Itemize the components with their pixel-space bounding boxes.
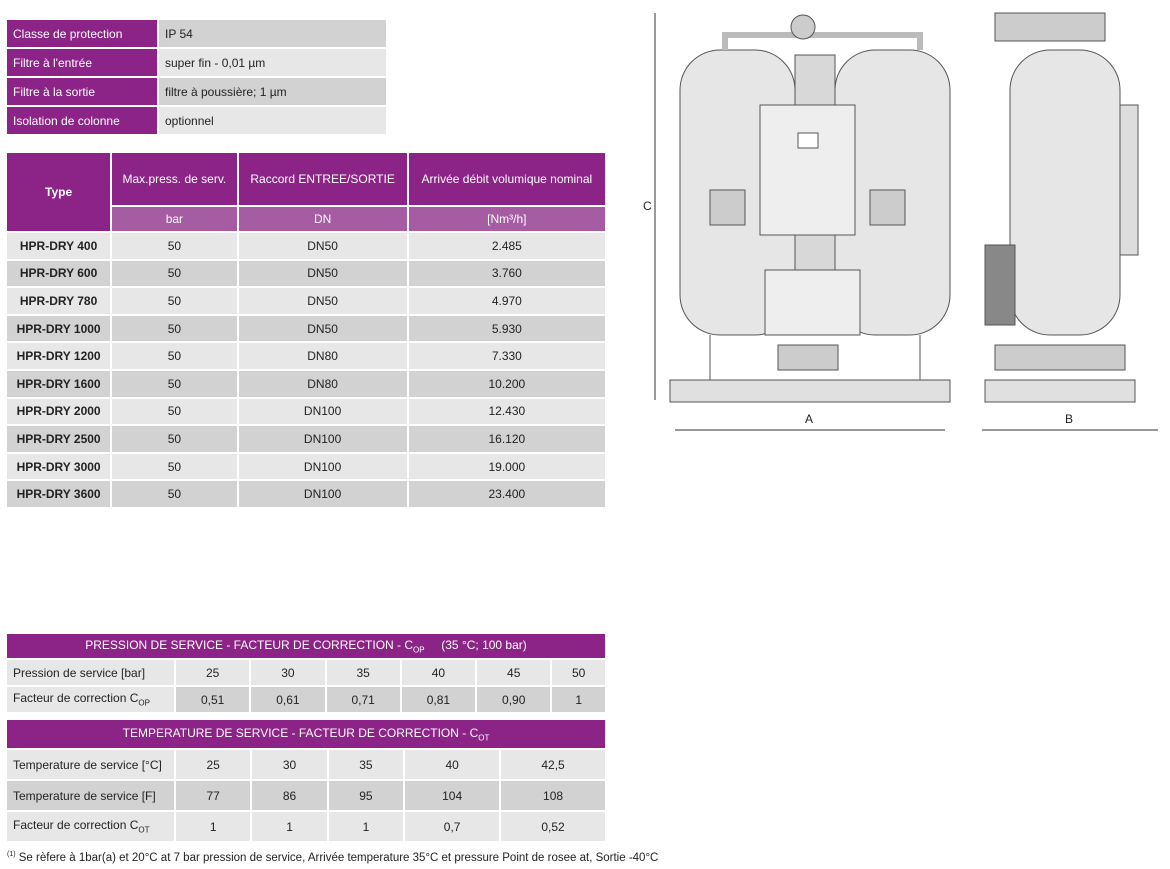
value-cell: 35 [329,750,403,779]
model-type: HPR-DRY 2500 [7,426,110,452]
row-label: Temperature de service [°C] [7,750,174,779]
footnote: $^{(1)}$ Se rèfere à 1bar(a) et 20°C at 7 bar pression de service, Arrivée temperature 35°C et pressure Point de rosee at, Sortie -40°C [7,851,659,864]
spec-row [7,107,386,134]
connection: DN100 [239,481,407,507]
model-type: HPR-DRY 1200 [7,343,110,369]
max-pressure: 50 [112,233,236,259]
max-pressure: 50 [112,371,236,397]
max-pressure: 50 [112,261,236,287]
front-view [670,15,950,402]
nominal-flow: 16.120 [409,426,605,452]
value-cell: 0,61 [251,687,324,712]
header-type: Type [7,153,110,231]
max-pressure: 50 [112,481,236,507]
models-table [5,151,607,509]
value-cell: 95 [329,781,403,810]
table-row [7,454,605,480]
table-row [7,316,605,342]
header-pressure: Max.press. de serv. [112,153,236,205]
header-connection: Raccord ENTREE/SORTIE [239,153,407,205]
dimension-a-label: A [805,412,814,426]
nominal-flow: 4.970 [409,288,605,314]
value-cell: 42,5 [501,750,605,779]
pressure-correction-table [5,632,607,714]
nominal-flow: 19.000 [409,454,605,480]
row-label: Facteur de correction $C_{OT}$ [7,812,174,841]
value-cell: 30 [252,750,326,779]
connection: DN50 [239,233,407,259]
side-view [985,13,1138,402]
spec-label: Filtre à l'entrée [7,49,157,76]
spec-row [7,78,386,105]
connection: DN80 [239,343,407,369]
spec-row [7,20,386,47]
value-cell: 0,81 [402,687,475,712]
dimension-b-label: B [1065,412,1074,426]
value-cell: 45 [477,660,550,685]
pressure-title: PRESSION DE SERVICE - FACTEUR DE CORRECTION - $C_{OP}$ (35 °C; 100 bar) [7,634,605,658]
model-type: HPR-DRY 400 [7,233,110,259]
connection: DN50 [239,261,407,287]
table-row [7,481,605,507]
value-cell: 104 [405,781,499,810]
spec-value: super fin - 0,01 µm [159,49,386,76]
table-row [7,343,605,369]
spec-table [5,18,388,136]
connection: DN100 [239,426,407,452]
max-pressure: 50 [112,343,236,369]
value-cell: 50 [552,660,605,685]
max-pressure: 50 [112,426,236,452]
temperature-title: TEMPERATURE DE SERVICE - FACTEUR DE CORRECTION - $C_{OT}$ [7,720,605,748]
value-cell: 86 [252,781,326,810]
table-row [7,233,605,259]
value-cell: 1 [329,812,403,841]
value-cell: 0,52 [501,812,605,841]
max-pressure: 50 [112,288,236,314]
spec-label: Filtre à la sortie [7,78,157,105]
model-type: HPR-DRY 3600 [7,481,110,507]
spec-value: filtre à poussière; 1 µm [159,78,386,105]
dimension-c-label: C [643,199,652,213]
value-cell: 1 [252,812,326,841]
value-cell: 0,71 [327,687,400,712]
spec-label: Classe de protection [7,20,157,47]
nominal-flow: 5.930 [409,316,605,342]
table-row [7,261,605,287]
row-label: Pression de service [bar] [7,660,174,685]
table-row [7,426,605,452]
table-row [7,288,605,314]
unit-flow: [Nm³/h] [409,207,605,231]
connection: DN100 [239,454,407,480]
value-cell: 30 [251,660,324,685]
nominal-flow: 3.760 [409,261,605,287]
model-type: HPR-DRY 780 [7,288,110,314]
nominal-flow: 23.400 [409,481,605,507]
row-label: Facteur de correction $C_{OP}$ [7,687,174,712]
max-pressure: 50 [112,316,236,342]
value-cell: 0,51 [176,687,249,712]
value-cell: 35 [327,660,400,685]
header-flow: Arrivée débit volumique nominal [409,153,605,205]
model-type: HPR-DRY 600 [7,261,110,287]
model-type: HPR-DRY 3000 [7,454,110,480]
value-cell: 1 [176,812,250,841]
value-cell: 77 [176,781,250,810]
value-cell: 0,7 [405,812,499,841]
model-type: HPR-DRY 1600 [7,371,110,397]
max-pressure: 50 [112,454,236,480]
table-row [7,371,605,397]
value-cell: 25 [176,660,249,685]
nominal-flow: 10.200 [409,371,605,397]
nominal-flow: 2.485 [409,233,605,259]
nominal-flow: 12.430 [409,399,605,425]
row-label: Temperature de service [F] [7,781,174,810]
connection: DN50 [239,288,407,314]
value-cell: 40 [402,660,475,685]
value-cell: 108 [501,781,605,810]
max-pressure: 50 [112,399,236,425]
value-cell: 0,90 [477,687,550,712]
value-cell: 1 [552,687,605,712]
value-cell: 25 [176,750,250,779]
connection: DN100 [239,399,407,425]
unit-dn: DN [239,207,407,231]
spec-row [7,49,386,76]
nominal-flow: 7.330 [409,343,605,369]
temperature-correction-table [5,718,607,843]
connection: DN80 [239,371,407,397]
spec-label: Isolation de colonne [7,107,157,134]
unit-bar: bar [112,207,236,231]
model-type: HPR-DRY 1000 [7,316,110,342]
dryer-drawing [640,5,1165,435]
connection: DN50 [239,316,407,342]
value-cell: 40 [405,750,499,779]
model-type: HPR-DRY 2000 [7,399,110,425]
spec-value: IP 54 [159,20,386,47]
table-row [7,399,605,425]
spec-value: optionnel [159,107,386,134]
